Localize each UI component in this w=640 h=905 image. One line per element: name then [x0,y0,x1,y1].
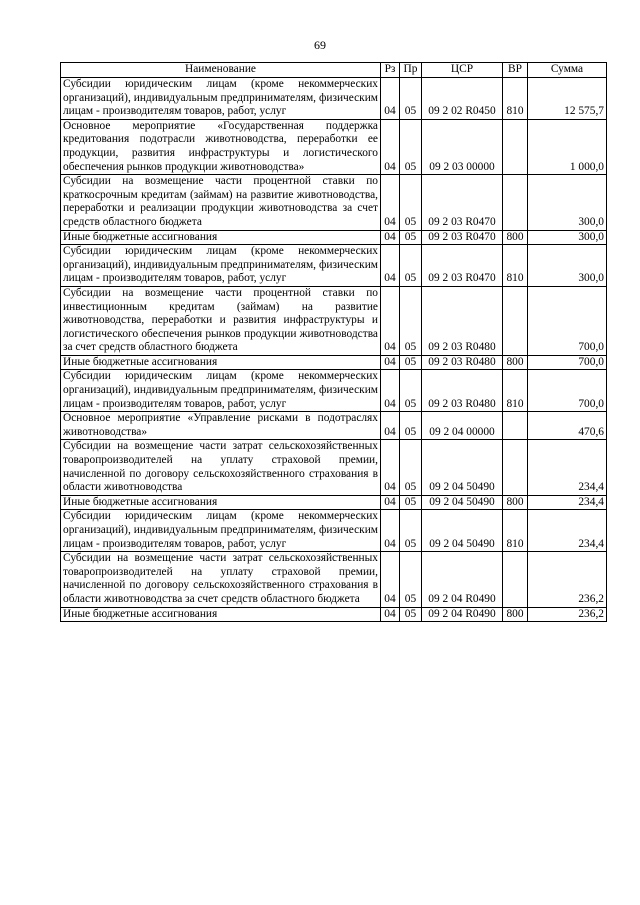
row-vr [503,440,528,495]
row-name: Субсидии на возмещение части процентной ставки по инвестиционным кредитам (займам) на развитие животноводства, переработки и развития инфраструктуры и логистического обеспечения рынков продукции животноводства за счет средств областного бюджета [61,286,381,355]
table-row [61,78,607,120]
row-sum: 234,4 [528,495,607,510]
row-name: Субсидии на возмещение части процентной ставки по краткосрочным кредитам (займам) на развитие животноводства, переработки и реализации продукции животноводства за счет средств областного бюджета [61,175,381,230]
row-vr [503,286,528,355]
row-sum: 300,0 [528,175,607,230]
row-sum: 234,4 [528,510,607,552]
row-vr: 810 [503,370,528,412]
row-vr [503,175,528,230]
row-sum: 700,0 [528,355,607,370]
table-row [61,230,607,245]
table-row [61,119,607,174]
row-name: Основное мероприятие «Государственная поддержка кредитования подотрасли животноводства, переработки ее продукции, развития инфраструктуры и логистического обеспечения рынков продукции животноводства» [61,119,381,174]
row-rz: 04 [381,245,400,287]
table-row [61,440,607,495]
row-pr: 05 [400,245,422,287]
page-number: 69 [314,38,326,52]
row-pr: 05 [400,495,422,510]
header-rz: Рз [381,63,400,78]
row-vr [503,119,528,174]
row-rz: 04 [381,175,400,230]
row-sum: 700,0 [528,286,607,355]
row-csr: 09 2 03 R0470 [422,230,503,245]
row-name: Субсидии юридическим лицам (кроме некоммерческих организаций), индивидуальным предпринимателям, физическим лицам - производителям товаров, работ, услуг [61,370,381,412]
row-pr: 05 [400,175,422,230]
row-csr: 09 2 04 50490 [422,440,503,495]
row-pr: 05 [400,355,422,370]
row-pr: 05 [400,230,422,245]
row-sum: 12 575,7 [528,78,607,120]
header-name: Наименование [61,63,381,78]
row-vr: 810 [503,245,528,287]
table-row [61,245,607,287]
table-row [61,495,607,510]
row-vr: 800 [503,355,528,370]
row-sum: 234,4 [528,440,607,495]
row-sum: 300,0 [528,245,607,287]
row-pr: 05 [400,412,422,440]
row-pr: 05 [400,552,422,607]
row-pr: 05 [400,286,422,355]
row-vr: 800 [503,495,528,510]
row-name: Основное мероприятие «Управление рисками в подотраслях животноводства» [61,412,381,440]
row-rz: 04 [381,119,400,174]
row-sum: 236,2 [528,552,607,607]
row-csr: 09 2 03 R0480 [422,286,503,355]
header-pr: Пр [400,63,422,78]
row-pr: 05 [400,119,422,174]
row-rz: 04 [381,440,400,495]
row-pr: 05 [400,607,422,622]
row-vr [503,412,528,440]
row-name: Иные бюджетные ассигнования [61,495,381,510]
row-sum: 300,0 [528,230,607,245]
row-rz: 04 [381,510,400,552]
row-sum: 470,6 [528,412,607,440]
row-vr: 810 [503,78,528,120]
table-row [61,175,607,230]
header-csr: ЦСР [422,63,503,78]
budget-table [60,62,607,622]
row-name: Субсидии юридическим лицам (кроме некоммерческих организаций), индивидуальным предпринимателям, физическим лицам - производителям товаров, работ, услуг [61,510,381,552]
row-rz: 04 [381,286,400,355]
row-vr: 800 [503,607,528,622]
row-pr: 05 [400,440,422,495]
row-rz: 04 [381,355,400,370]
row-rz: 04 [381,370,400,412]
row-csr: 09 2 04 R0490 [422,552,503,607]
row-csr: 09 2 03 00000 [422,119,503,174]
row-csr: 09 2 03 R0470 [422,245,503,287]
table-row [61,607,607,622]
row-vr: 800 [503,230,528,245]
row-sum: 1 000,0 [528,119,607,174]
header-vr: ВР [503,63,528,78]
row-rz: 04 [381,78,400,120]
row-pr: 05 [400,78,422,120]
row-name: Субсидии на возмещение части затрат сельскохозяйственных товаропроизводителей на уплату страховой премии, начисленной по договору сельскохозяйственного страхования в области животноводства [61,440,381,495]
table-row [61,412,607,440]
row-pr: 05 [400,510,422,552]
row-csr: 09 2 03 R0470 [422,175,503,230]
row-pr: 05 [400,370,422,412]
row-vr [503,552,528,607]
row-csr: 09 2 04 00000 [422,412,503,440]
row-csr: 09 2 04 50490 [422,510,503,552]
table-row [61,510,607,552]
table-row [61,286,607,355]
row-name: Иные бюджетные ассигнования [61,355,381,370]
row-name: Иные бюджетные ассигнования [61,607,381,622]
row-csr: 09 2 03 R0480 [422,355,503,370]
row-sum: 700,0 [528,370,607,412]
row-csr: 09 2 04 R0490 [422,607,503,622]
row-csr: 09 2 04 50490 [422,495,503,510]
table-header-row [61,63,607,78]
row-csr: 09 2 02 R0450 [422,78,503,120]
header-sum: Сумма [528,63,607,78]
row-name: Субсидии юридическим лицам (кроме некоммерческих организаций), индивидуальным предпринимателям, физическим лицам - производителям товаров, работ, услуг [61,245,381,287]
row-name: Субсидии на возмещение части затрат сельскохозяйственных товаропроизводителей на уплату страховой премии, начисленной по договору сельскохозяйственного страхования в области животноводства за счет средств областного бюджета [61,552,381,607]
row-sum: 236,2 [528,607,607,622]
row-name: Субсидии юридическим лицам (кроме некоммерческих организаций), индивидуальным предпринимателям, физическим лицам - производителям товаров, работ, услуг [61,78,381,120]
row-rz: 04 [381,552,400,607]
row-rz: 04 [381,607,400,622]
row-vr: 810 [503,510,528,552]
table-row [61,552,607,607]
row-name: Иные бюджетные ассигнования [61,230,381,245]
table-row [61,370,607,412]
row-csr: 09 2 03 R0480 [422,370,503,412]
row-rz: 04 [381,495,400,510]
table-row [61,355,607,370]
row-rz: 04 [381,230,400,245]
row-rz: 04 [381,412,400,440]
